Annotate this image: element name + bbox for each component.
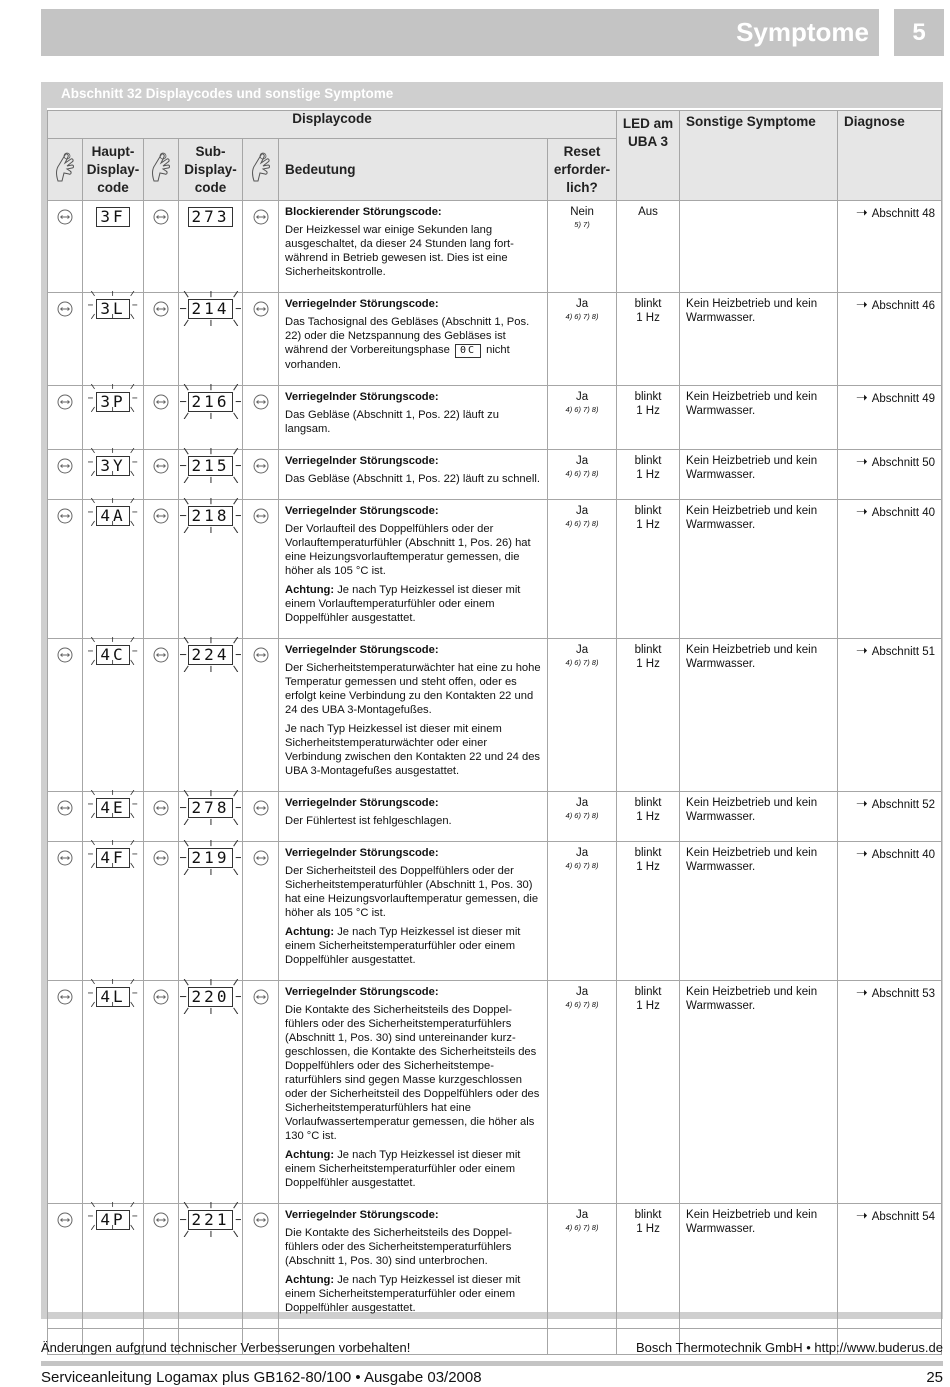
code-type: Verriegelnder Störungscode: [285, 847, 439, 859]
warning-note: Achtung: Je nach Typ Heizkessel ist dieser mit einem Sicherheitstemperaturfühler oder einem Doppelfühler ausgestattet. [285, 926, 521, 966]
led-status: blinkt 1 Hz [617, 792, 680, 842]
meaning-cell [279, 293, 548, 386]
reset-value: Ja [575, 391, 589, 403]
led-status: blinkt 1 Hz [617, 500, 680, 639]
footer-divider [41, 1361, 943, 1366]
service-button-icon [243, 792, 279, 842]
footnote-refs: 4) 6) 7) 8) [565, 312, 599, 321]
header-bedeutung: Bedeutung [279, 139, 548, 201]
meaning-cell [279, 981, 548, 1204]
meaning-text-extra: Je nach Typ Heizkessel ist dieser mit einem Sicherheitstemperaturwächter oder einer Verbindung zwischen den Kontakten 22 und 24 des UBA 3-Montagefußes ausgestattet. [285, 723, 541, 777]
service-button-icon [144, 450, 179, 500]
reset-cell [548, 450, 617, 500]
arrow-right-icon: ➝ [856, 795, 868, 811]
meaning-text: Die Kontakte des Sicherheitsteils des Doppel-fühlers oder des Sicherheitstemperaturfühlers (Abschnitt 1, Pos. 30) sind untereinander kurz-geschlossen, die Kontakte des Sicherheitsteils des Doppelfühlers oder des Sicherheitstempe-raturfühlers sind gegen Masse kurzgeschlossen oder der Sicherheitsteil des Doppelfühlers oder des Sicherheitstemperaturfühlers hat eine Vorlaufwassertemperatur gemessen, die höher als 130 °C ist. [285, 1004, 540, 1142]
meaning-cell [279, 639, 548, 792]
service-button-icon [243, 1204, 279, 1329]
arrow-right-icon: ➝ [856, 845, 868, 861]
reset-cell [548, 639, 617, 792]
diagnosis-link[interactable]: Abschnitt 40 [871, 849, 936, 861]
meaning-cell [279, 842, 548, 981]
code-type: Verriegelnder Störungscode: [285, 644, 439, 656]
service-button-icon [48, 639, 83, 792]
service-button-icon [144, 1204, 179, 1329]
reset-cell [548, 386, 617, 450]
service-button-icon [243, 450, 279, 500]
main-display-code: 4L [96, 987, 129, 1007]
header-sub: Sub- Display- code [179, 139, 243, 201]
header-haupt: Haupt- Display- code [83, 139, 144, 201]
main-display-code: 4E [96, 798, 129, 818]
diagnosis-link[interactable]: Abschnitt 52 [871, 799, 936, 811]
led-status: blinkt 1 Hz [617, 386, 680, 450]
table-row [48, 386, 942, 450]
other-symptoms: Kein Heizbetrieb und kein Warmwasser. [680, 981, 838, 1204]
meaning-text: Der Sicherheitstemperaturwächter hat eine zu hohe Temperatur gemessen und steht offen, oder es erfolgt keine Verbindung zu den Kontakten 22 und 24 des UBA 3-Montagefußes. [285, 662, 541, 716]
reset-cell [548, 293, 617, 386]
reset-value: Nein [570, 206, 594, 218]
led-status: blinkt 1 Hz [617, 450, 680, 500]
footnote-refs: 4) 6) 7) 8) [565, 519, 599, 528]
meaning-cell [279, 201, 548, 293]
service-button-icon [144, 639, 179, 792]
sub-display-code: 278 [188, 798, 234, 818]
other-symptoms: Kein Heizbetrieb und kein Warmwasser. [680, 386, 838, 450]
service-button-icon [144, 386, 179, 450]
main-display-code: 3L [96, 299, 129, 319]
service-button-icon [243, 639, 279, 792]
diagnosis-link[interactable]: Abschnitt 40 [871, 507, 936, 519]
reset-value: Ja [575, 1209, 589, 1221]
code-type: Verriegelnder Störungscode: [285, 986, 439, 998]
displaycode-table [47, 110, 942, 1355]
sub-display-code: 214 [188, 299, 234, 319]
led-status: blinkt 1 Hz [617, 293, 680, 386]
service-button-icon [243, 981, 279, 1204]
led-status: blinkt 1 Hz [617, 842, 680, 981]
reset-cell [548, 201, 617, 293]
footer-note: Änderungen aufgrund technischer Verbesserungen vorbehalten! [41, 1340, 411, 1355]
other-symptoms: Kein Heizbetrieb und kein Warmwasser. [680, 293, 838, 386]
service-button-icon [144, 500, 179, 639]
led-status: blinkt 1 Hz [617, 1204, 680, 1329]
arrow-right-icon: ➝ [856, 204, 868, 220]
code-type: Verriegelnder Störungscode: [285, 391, 439, 403]
code-type: Verriegelnder Störungscode: [285, 505, 439, 517]
footnote-refs: 5) 7) [574, 220, 590, 229]
service-button-icon [243, 842, 279, 981]
diagnosis-link[interactable]: Abschnitt 51 [871, 646, 936, 658]
table-row [48, 500, 942, 639]
sub-display-code: 273 [188, 209, 234, 226]
header-sonstige: Sonstige Symptome [680, 111, 838, 201]
page-title: Symptome [736, 17, 869, 47]
service-button-icon [48, 981, 83, 1204]
main-display-code: 3Y [96, 456, 129, 476]
service-button-icon [243, 500, 279, 639]
arrow-right-icon: ➝ [856, 389, 868, 405]
reset-cell [548, 1204, 617, 1329]
header-reset: Reset erforder- lich? [548, 139, 617, 201]
footnote-refs: 4) 6) 7) 8) [565, 658, 599, 667]
arrow-right-icon: ➝ [856, 453, 868, 469]
chapter-number: 5 [894, 9, 944, 56]
meaning-cell [279, 500, 548, 639]
service-button-icon [48, 386, 83, 450]
warning-note: Achtung: Je nach Typ Heizkessel ist dieser mit einem Sicherheitstemperaturfühler oder einem Doppelfühler ausgestattet. [285, 1274, 521, 1314]
header-displaycode: Displaycode [48, 111, 617, 139]
meaning-cell [279, 1204, 548, 1329]
service-button-icon [48, 201, 83, 293]
led-status: blinkt 1 Hz [617, 981, 680, 1204]
main-display-code: 4C [96, 645, 129, 665]
other-symptoms: Kein Heizbetrieb und kein Warmwasser. [680, 500, 838, 639]
warning-note: Achtung: Je nach Typ Heizkessel ist dieser mit einem Vorlauftemperaturfühler oder einem Doppelfühler ausgestattet. [285, 584, 521, 624]
service-button-icon [48, 842, 83, 981]
service-button-icon [243, 293, 279, 386]
service-button-icon [144, 842, 179, 981]
reset-value: Ja [575, 797, 589, 809]
other-symptoms: Kein Heizbetrieb und kein Warmwasser. [680, 1204, 838, 1329]
footnote-refs: 4) 6) 7) 8) [565, 1000, 599, 1009]
footnote-refs: 4) 6) 7) 8) [565, 811, 599, 820]
meaning-text: Der Fühlertest ist fehlgeschlagen. [285, 815, 452, 827]
arrow-right-icon: ➝ [856, 503, 868, 519]
footer-company: Bosch Thermotechnik GmbH • http://www.buderus.de [635, 1340, 943, 1355]
diagnosis-link[interactable]: Abschnitt 53 [871, 988, 936, 1000]
sub-display-code: 218 [188, 506, 234, 526]
table-row [48, 981, 942, 1204]
footnote-refs: 4) 6) 7) 8) [565, 469, 599, 478]
service-button-icon [144, 981, 179, 1204]
page-number: 25 [926, 1369, 943, 1386]
meaning-cell [279, 792, 548, 842]
code-type: Verriegelnder Störungscode: [285, 455, 439, 467]
table-row [48, 293, 942, 386]
service-button-icon [48, 1204, 83, 1329]
led-status: blinkt 1 Hz [617, 639, 680, 792]
sub-display-code: 220 [188, 987, 234, 1007]
reset-cell [548, 792, 617, 842]
main-display-code: 3F [96, 209, 129, 226]
led-status: Aus [617, 201, 680, 293]
inline-display-code: 0C [455, 344, 481, 358]
reset-value: Ja [575, 847, 589, 859]
arrow-right-icon: ➝ [856, 296, 868, 312]
warning-note: Achtung: Je nach Typ Heizkessel ist dieser mit einem Sicherheitstemperaturfühler oder einem Doppelfühler ausgestattet. [285, 1149, 521, 1189]
hand-icon [243, 139, 279, 201]
table-row [48, 792, 942, 842]
main-display-code: 4P [96, 1210, 129, 1230]
sub-display-code: 216 [188, 392, 234, 412]
footer-manual-title: Serviceanleitung Logamax plus GB162-80/100 • Ausgabe 03/2008 [41, 1369, 482, 1386]
table-row [48, 450, 942, 500]
service-button-icon [243, 386, 279, 450]
meaning-text: Die Kontakte des Sicherheitsteils des Doppel-fühlers oder des Sicherheitstemperaturfühlers (Abschnitt 1, Pos. 30) sind unterbrochen. [285, 1227, 512, 1267]
service-button-icon [243, 201, 279, 293]
reset-cell [548, 981, 617, 1204]
table-row [48, 842, 942, 981]
hand-icon [144, 139, 179, 201]
footnote-refs: 4) 6) 7) 8) [565, 1223, 599, 1232]
meaning-text: Der Heizkessel war einige Sekunden lang ausgeschaltet, da dieser 24 Stunden lang fort-während in Betrieb gewesen ist. Dies ist eine Sicherheitskontrolle. [285, 224, 514, 278]
diagnosis-link[interactable]: Abschnitt 48 [871, 208, 936, 220]
hand-icon [48, 139, 83, 201]
meaning-text: Das Tachosignal des Gebläses (Abschnitt 1, Pos. 22) oder die Netzspannung des Gebläses ist während der Vorbereitungsphase 0C nicht vorhanden. [285, 316, 530, 371]
table-row [48, 639, 942, 792]
footnote-refs: 4) 6) 7) 8) [565, 861, 599, 870]
reset-value: Ja [575, 298, 589, 310]
arrow-right-icon: ➝ [856, 984, 868, 1000]
reset-value: Ja [575, 644, 589, 656]
code-type: Verriegelnder Störungscode: [285, 797, 439, 809]
reset-cell [548, 842, 617, 981]
reset-value: Ja [575, 986, 589, 998]
sub-display-code: 221 [188, 1210, 234, 1230]
code-type: Verriegelnder Störungscode: [285, 298, 439, 310]
reset-value: Ja [575, 505, 589, 517]
reset-value: Ja [575, 455, 589, 467]
table-row [48, 201, 942, 293]
service-button-icon [48, 450, 83, 500]
header-diagnose: Diagnose [838, 111, 942, 201]
service-button-icon [48, 500, 83, 639]
arrow-right-icon: ➝ [856, 642, 868, 658]
main-display-code: 4A [96, 506, 129, 526]
meaning-text: Das Gebläse (Abschnitt 1, Pos. 22) läuft zu langsam. [285, 409, 499, 435]
table-row [48, 1204, 942, 1329]
meaning-text: Der Sicherheitsteil des Doppelfühlers oder der Sicherheitstemperaturfühler (Abschnitt 1, Pos. 30) hat eine Heizungsvorlauftemperatur gemessen, die höher als 105 °C ist. [285, 865, 539, 919]
header-led: LED am UBA 3 [617, 111, 680, 201]
diagnosis-link[interactable]: Abschnitt 49 [871, 393, 936, 405]
meaning-text: Das Gebläse (Abschnitt 1, Pos. 22) läuft zu schnell. [285, 473, 540, 485]
service-button-icon [144, 792, 179, 842]
service-button-icon [144, 293, 179, 386]
code-type: Blockierender Störungscode: [285, 206, 442, 218]
main-display-code: 4F [96, 848, 129, 868]
other-symptoms: Kein Heizbetrieb und kein Warmwasser. [680, 450, 838, 500]
code-type: Verriegelnder Störungscode: [285, 1209, 439, 1221]
other-symptoms [680, 201, 838, 293]
meaning-cell [279, 386, 548, 450]
sub-display-code: 219 [188, 848, 234, 868]
section-title: Abschnitt 32 Displaycodes und sonstige Symptome [61, 86, 394, 101]
main-display-code: 3P [96, 392, 129, 412]
sub-display-code: 215 [188, 456, 234, 476]
diagnosis-link[interactable]: Abschnitt 54 [871, 1211, 936, 1223]
service-button-icon [144, 201, 179, 293]
other-symptoms: Kein Heizbetrieb und kein Warmwasser. [680, 842, 838, 981]
service-button-icon [48, 792, 83, 842]
diagnosis-link[interactable]: Abschnitt 50 [871, 457, 936, 469]
service-button-icon [48, 293, 83, 386]
other-symptoms: Kein Heizbetrieb und kein Warmwasser. [680, 639, 838, 792]
sub-display-code: 224 [188, 645, 234, 665]
arrow-right-icon: ➝ [856, 1207, 868, 1223]
footnote-refs: 4) 6) 7) 8) [565, 405, 599, 414]
reset-cell [548, 500, 617, 639]
meaning-cell [279, 450, 548, 500]
meaning-text: Der Vorlaufteil des Doppelfühlers oder der Vorlauftemperaturfühler (Abschnitt 1, Pos. 26) hat eine Heizungsvorlauftemperatur gemessen, die höher als 105 °C ist. [285, 523, 531, 577]
diagnosis-link[interactable]: Abschnitt 46 [871, 300, 936, 312]
other-symptoms: Kein Heizbetrieb und kein Warmwasser. [680, 792, 838, 842]
